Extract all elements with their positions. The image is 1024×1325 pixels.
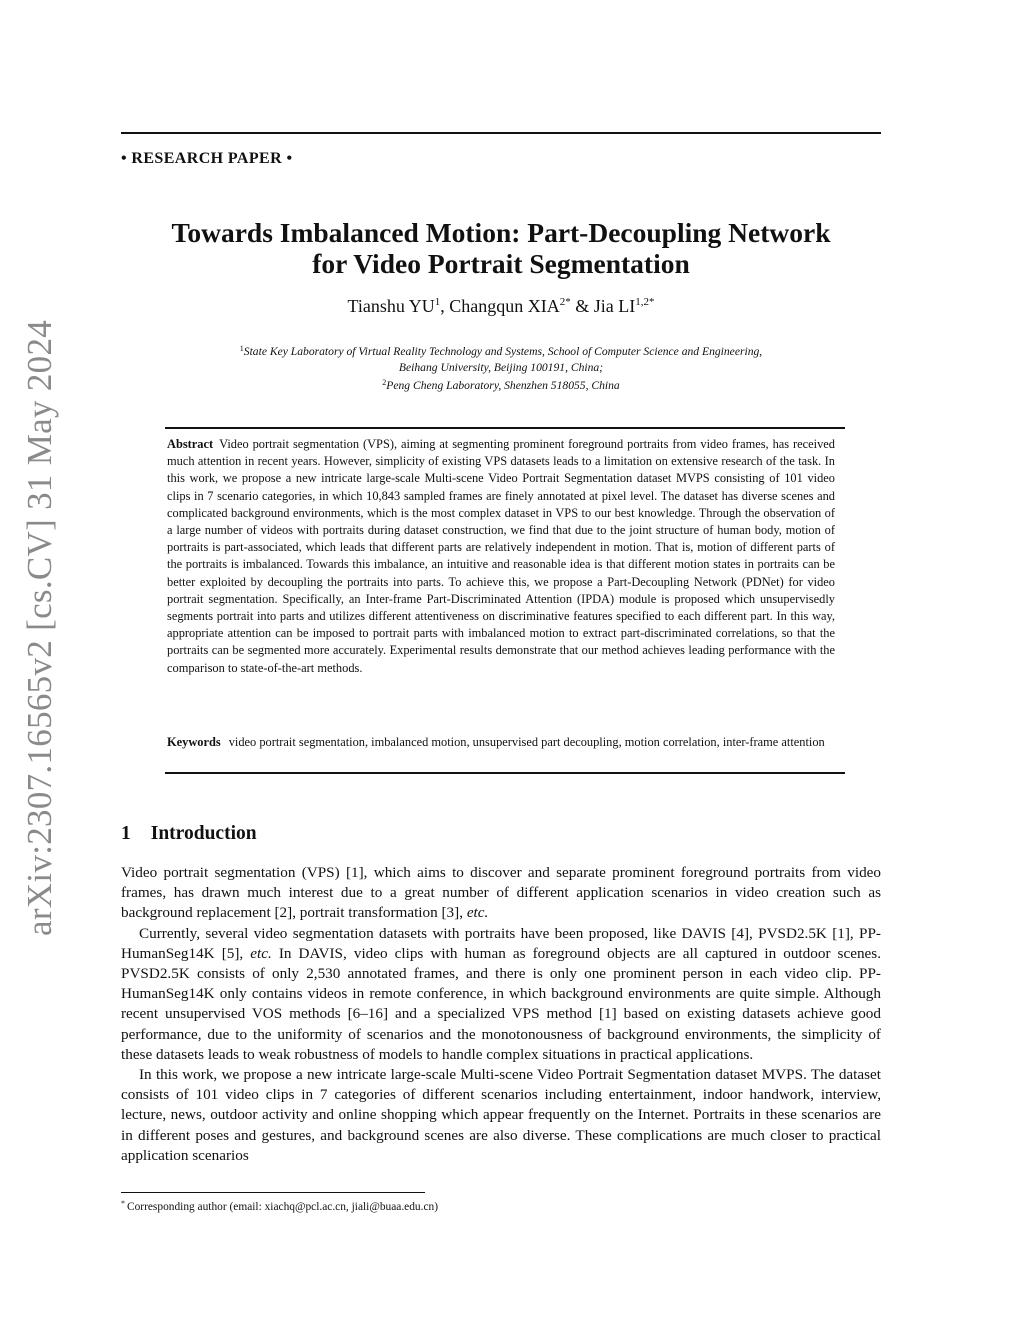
author-name-3: Jia LI: [593, 296, 636, 316]
author-affil-1: 1: [434, 296, 441, 308]
affiliation-text-2: Peng Cheng Laboratory, Shenzhen 518055, China: [386, 379, 620, 392]
section-title: Introduction: [150, 823, 257, 844]
title-line-2: for Video Portrait Segmentation: [312, 248, 690, 279]
affiliation-line-1: [121, 341, 881, 360]
footnote: [121, 1199, 438, 1213]
affiliation-text-1: State Key Laboratory of Virtual Reality Technology and Systems, School of Computer Science and Engineering,: [243, 345, 763, 358]
paragraph-text: Currently, several video segmentation datasets with portraits have been proposed, like DAVIS [4], PVSD2.5K [1], PP-HumanSeg14K [5],: [121, 924, 881, 962]
paragraph-emphasis: etc.: [250, 944, 272, 962]
abstract-top-rule: [165, 427, 845, 429]
arxiv-side-stamp: arXiv:2307.16565v2 [cs.CV] 31 May 2024: [20, 319, 59, 936]
author-name-1: Tianshu YU: [347, 296, 435, 316]
abstract-text: Video portrait segmentation (VPS), aiming at segmenting prominent foreground portraits from video frames, has received much attention in recent years. However, simplicity of existing VPS datasets leads to a limitation on extensive research of the task. In this work, we propose a new intricate large-scale Multi-scene Video Portrait Segmentation dataset MVPS consisting of 101 video clips in 7 scenario categories, in which 10,843 sampled frames are finely annotated at pixel level. The dataset has diverse scenes and complicated background environments, which is the most complex dataset in VPS to our best knowledge. Through the observation of a large number of videos with portraits during dataset construction, we find that due to the joint structure of human body, motion of portraits is part-associated, which leads that different parts are relatively independent in motion. That is, motion of different parts of the portraits is imbalanced. Towards this imbalance, an intuitive and reasonable idea is that different motion states in portraits can be better exploited by decoupling the portraits into parts. To achieve this, we propose a Part-Decoupling Network (PDNet) for video portrait segmentation. Specifically, an Inter-frame Part-Discriminated Attention (IPDA) module is proposed which unsupervisedly segments portrait into parts and utilizes different attentiveness on discriminative features specified to each different part. In this way, appropriate attention can be imposed to portrait parts with imbalanced motion to extract part-discriminated correlations, so that the portraits can be segmented more accurately. Experimental results demonstrate that our method achieves leading performance with the comparison to state-of-the-art methods.: [167, 437, 835, 675]
author-affil-2: 2*: [559, 296, 571, 308]
author-name-2: Changqun XIA: [449, 296, 560, 316]
author-separator: &: [570, 296, 594, 316]
footnote-marker: *: [121, 1199, 125, 1208]
paragraph: [121, 1065, 881, 1166]
footnote-rule: [121, 1192, 425, 1193]
keywords: [167, 734, 835, 751]
section-heading: [121, 823, 257, 845]
top-rule: [121, 132, 881, 134]
paragraph: [121, 863, 881, 924]
author-separator: ,: [440, 296, 450, 316]
affiliation-line-3: [121, 375, 881, 394]
affiliation-sup-1: 1: [239, 344, 244, 353]
paragraph-text: In this work, we propose a new intricate large-scale Multi-scene Video Portrait Segmentation dataset MVPS. The dataset consists of 101 video clips in 7 categories of different scenarios including entertainment, indoor handwork, interview, lecture, news, outdoor activity and online shopping which appear frequently on the Internet. Portraits in these scenarios are in different poses and gestures, and background scenes are also diverse. These complications are much closer to practical application scenarios: [121, 1066, 881, 1164]
author-affil-3: 1,2*: [635, 296, 655, 308]
abstract: [167, 436, 835, 677]
section-number: 1: [121, 823, 131, 844]
footnote-text: Corresponding author (email: xiachq@pcl.ac.cn, jiali@buaa.edu.cn): [127, 1201, 439, 1213]
keywords-text: video portrait segmentation, imbalanced motion, unsupervised part decoupling, motion correlation, inter-frame attention: [228, 735, 825, 749]
affiliation-line-2: Beihang University, Beijing 100191, China;: [398, 360, 604, 374]
research-paper-tag: • RESEARCH PAPER •: [121, 150, 293, 167]
affiliations: [121, 341, 881, 394]
abstract-label: Abstract: [167, 437, 214, 451]
paper-title: [121, 217, 881, 279]
abstract-bottom-rule: [165, 772, 845, 774]
paragraph: [121, 924, 881, 1065]
paragraph-text: In DAVIS, video clips with human as foreground objects are all captured in outdoor scenes. PVSD2.5K consists of only 2,530 annotated frames, and there is only one prominent person in each video clip. PP-HumanSeg14K only contains videos in remote conference, in which background environments are quite simple. Although recent unsupervised VOS methods [6–16] and a specialized VPS method [1] based on existing datasets achieve good performance, due to the uniformity of scenarios and the monotonousness of background environments, the simplicity of these datasets leads to weak robustness of models to handle complex situations in practical applications.: [121, 944, 881, 1063]
paragraph-text: Video portrait segmentation (VPS) [1], which aims to discover and separate prominent foreground portraits from video frames, has drawn much interest due to a great number of different application scenarios in video creation such as background replacement [2], portrait transformation [3],: [121, 864, 881, 922]
body-text: [121, 863, 881, 1166]
affiliation-sup-2: 2: [382, 378, 387, 387]
title-line-1: Towards Imbalanced Motion: Part-Decoupling Network: [171, 217, 831, 248]
author-list: [121, 296, 881, 317]
keywords-label: Keywords: [167, 735, 221, 749]
paragraph-emphasis: etc.: [466, 904, 489, 922]
